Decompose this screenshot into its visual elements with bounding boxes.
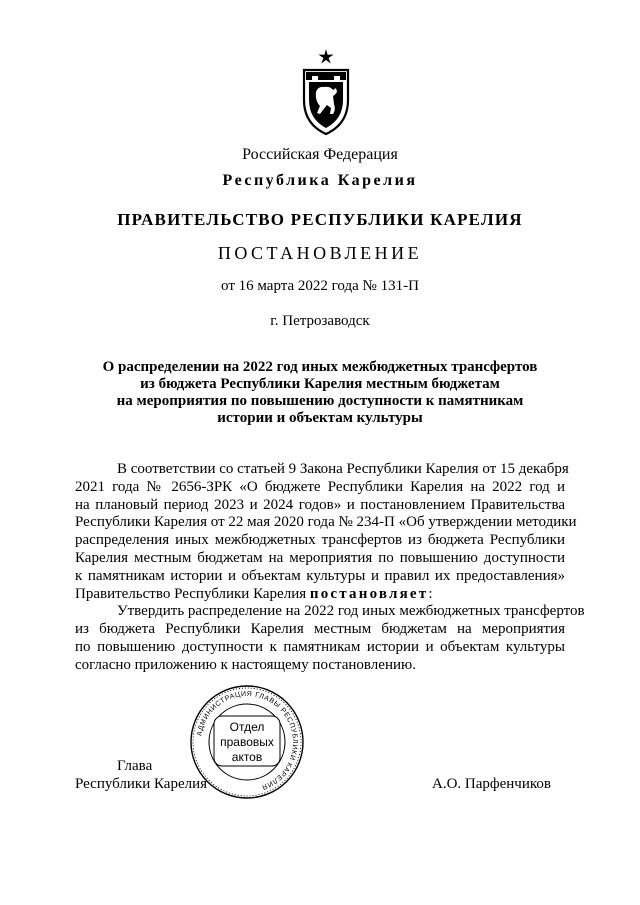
body-line: на плановый период 2023 и 2024 годов» и постановлением Правительства — [75, 496, 565, 513]
signatory-title-line1: Глава — [117, 758, 153, 774]
signatory-name: А.О. Парфенчиков — [432, 776, 551, 792]
body-line: по повышению доступности к памятникам истории и объектам культуры — [75, 638, 565, 655]
title-line: из бюджета Республики Карелия местным бюджетам — [140, 376, 500, 392]
resolution-suffix: : — [428, 585, 433, 602]
title-line: истории и объектам культуры — [217, 410, 423, 426]
signatory-title-line2: Республики Карелия — [75, 776, 208, 792]
body-line: распределения иных межбюджетных трансфертов из бюджета Республики — [75, 532, 565, 549]
seal-line: Отдел — [229, 720, 265, 734]
document-body — [75, 461, 585, 675]
document-title — [100, 359, 540, 427]
seal-line: актов — [231, 750, 263, 764]
body-line: к памятникам истории и объектам культуры и правил их предоставления» — [75, 567, 565, 584]
body-line-resolution — [75, 586, 565, 604]
resolution-prefix: Правительство Республики Карелия — [75, 585, 310, 602]
karelia-coat-of-arms-icon — [300, 48, 352, 136]
country-name: Российская Федерация — [242, 146, 398, 163]
body-line: В соответствии со статьей 9 Закона Республики Карелия от 15 декабря — [117, 461, 569, 477]
document-date-number: от 16 марта 2022 года № 131-П — [221, 278, 419, 294]
government-name: ПРАВИТЕЛЬСТВО РЕСПУБЛИКИ КАРЕЛИЯ — [117, 210, 523, 229]
body-line: из бюджета Республики Карелия местным бюджетам на мероприятия — [75, 621, 565, 638]
body-line: согласно приложению к настоящему постановлению. — [75, 656, 416, 673]
body-line: 2021 года № 2656-ЗРК «О бюджете Республики Карелия на 2022 год и — [75, 478, 565, 495]
republic-name: Республика Карелия — [222, 172, 418, 189]
seal-ring-text: АДМИНИСТРАЦИЯ ГЛАВЫ РЕСПУБЛИКИ КАРЕЛИЯ — [196, 690, 299, 791]
body-line: Карелия местным бюджетам на мероприятия по повышению доступности — [75, 549, 565, 566]
seal-line: правовых — [220, 735, 274, 749]
title-line: О распределении на 2022 год иных межбюджетных трансфертов — [102, 359, 538, 375]
title-line: на мероприятия по повышению доступности к памятникам — [116, 393, 524, 409]
document-type: ПОСТАНОВЛЕНИЕ — [217, 243, 423, 263]
document-city: г. Петрозаводск — [270, 313, 370, 329]
body-line: Республики Карелия от 22 мая 2020 года № 234-П «Об утверждении методики — [75, 514, 577, 531]
body-line: Утвердить распределение на 2022 год иных межбюджетных трансфертов — [117, 603, 585, 620]
resolution-verb: постановляет — [309, 585, 429, 602]
